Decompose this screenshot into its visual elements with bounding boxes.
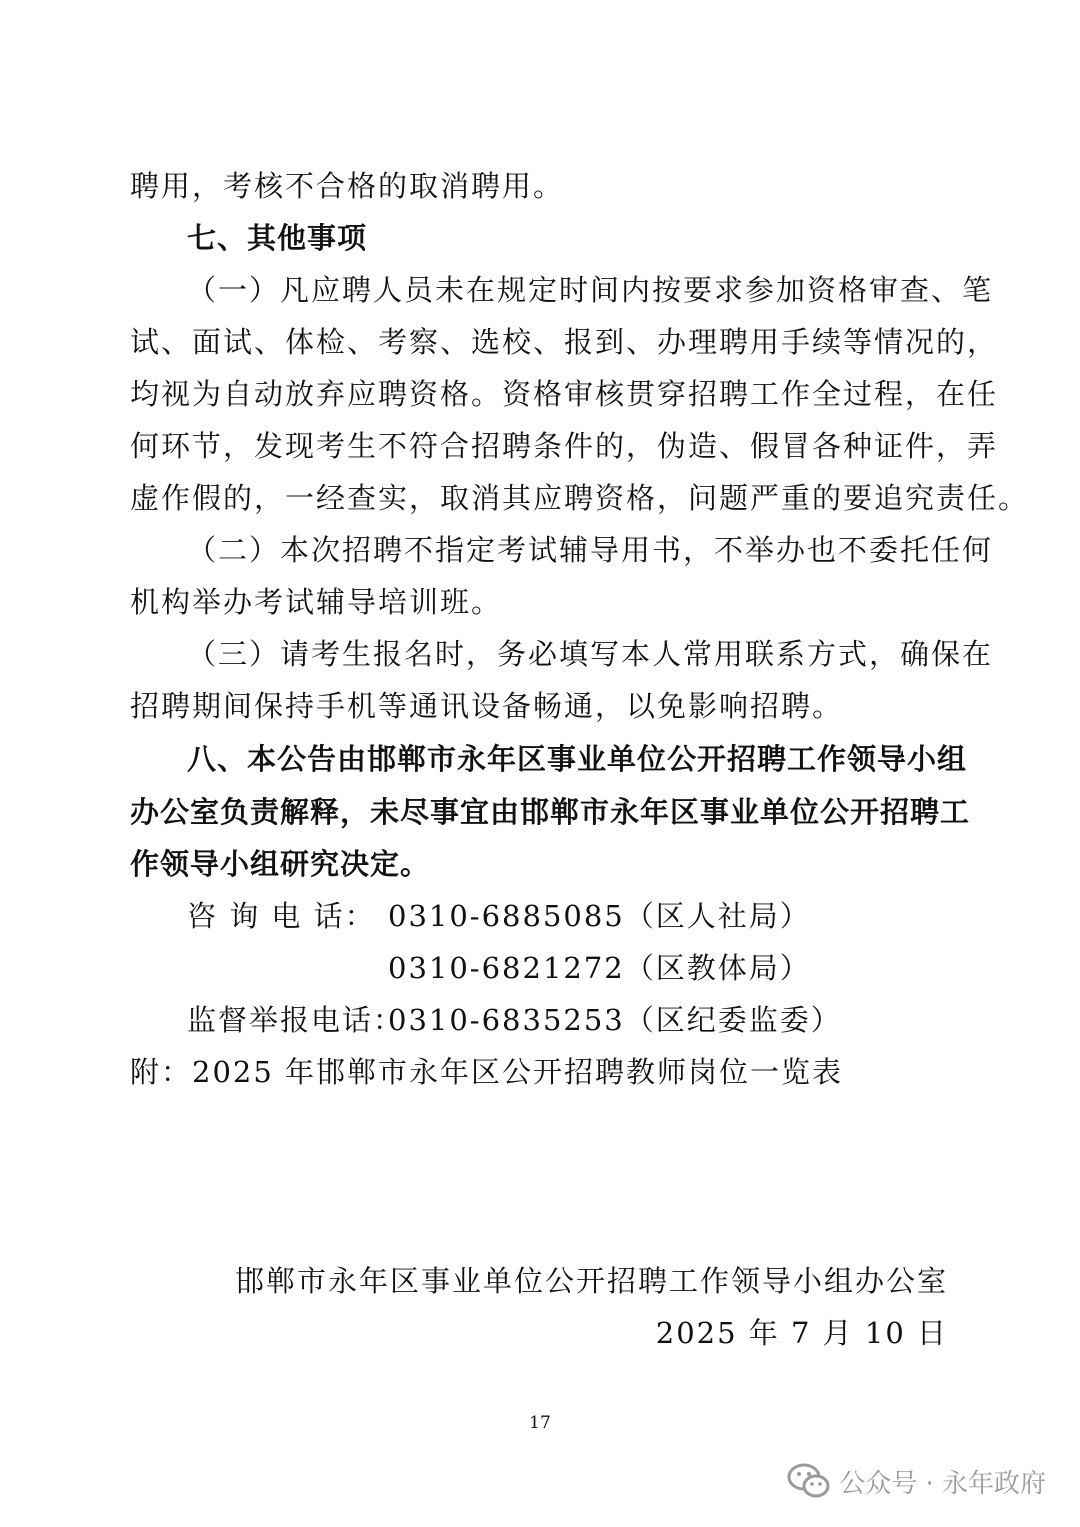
wechat-icon [787,1461,831,1501]
section-heading-7: 七、其他事项 [187,221,368,255]
report-phone-label: 监督举报电话： [187,1003,405,1037]
section-heading-8-line: 办公室负责解释，未尽事宜由邯郸市永年区事业单位公开招聘工 [130,795,971,829]
watermark-text: 公众号 · 永年政府 [839,1468,1046,1499]
paragraph-line: （三）请考生报名时，务必填写本人常用联系方式，确保在 [187,637,994,671]
section-heading-8-line: 作领导小组研究决定。 [130,847,431,881]
paragraph-line: 均视为自动放弃应聘资格。资格审核贯穿招聘工作全过程，在任 [130,377,999,411]
paragraph-line: 何环节，发现考生不符合招聘条件的，伪造、假冒各种证件，弄 [130,429,999,463]
consult-phone-1: 0310-6885085（区人社局） [388,899,811,933]
paragraph-line: 机构举办考试辅导培训班。 [130,585,503,619]
paragraph-line: 虚作假的，一经查实，取消其应聘资格，问题严重的要追究责任。 [130,481,1030,515]
paragraph-line: 聘用，考核不合格的取消聘用。 [130,169,565,203]
paragraph-line: 招聘期间保持手机等通讯设备畅通，以免影响招聘。 [130,689,844,723]
report-phone: 0310-6835253（区纪委监委） [388,1003,842,1037]
section-heading-8: 八、本公告由邯郸市永年区事业单位公开招聘工作领导小组 [187,742,968,776]
page-number: 17 [529,1413,551,1433]
consult-phone-2: 0310-6821272（区教体局） [388,951,811,985]
paragraph-line: （一）凡应聘人员未在规定时间内按要求参加资格审查、笔 [187,273,994,307]
signature-office: 邯郸市永年区事业单位公开招聘工作领导小组办公室 [234,1264,948,1298]
attachment-note: 附：2025 年邯郸市永年区公开招聘教师岗位一览表 [130,1055,844,1089]
paragraph-line: （二）本次招聘不指定考试辅导用书，不举办也不委托任何 [187,533,994,567]
signature-date: 2025 年 7 月 10 日 [655,1316,948,1350]
consult-phone-label: 咨 询 电 话： [187,899,376,933]
watermark [787,1458,1046,1504]
paragraph-line: 试、面试、体检、考察、选校、报到、办理聘用手续等情况的， [130,325,999,359]
